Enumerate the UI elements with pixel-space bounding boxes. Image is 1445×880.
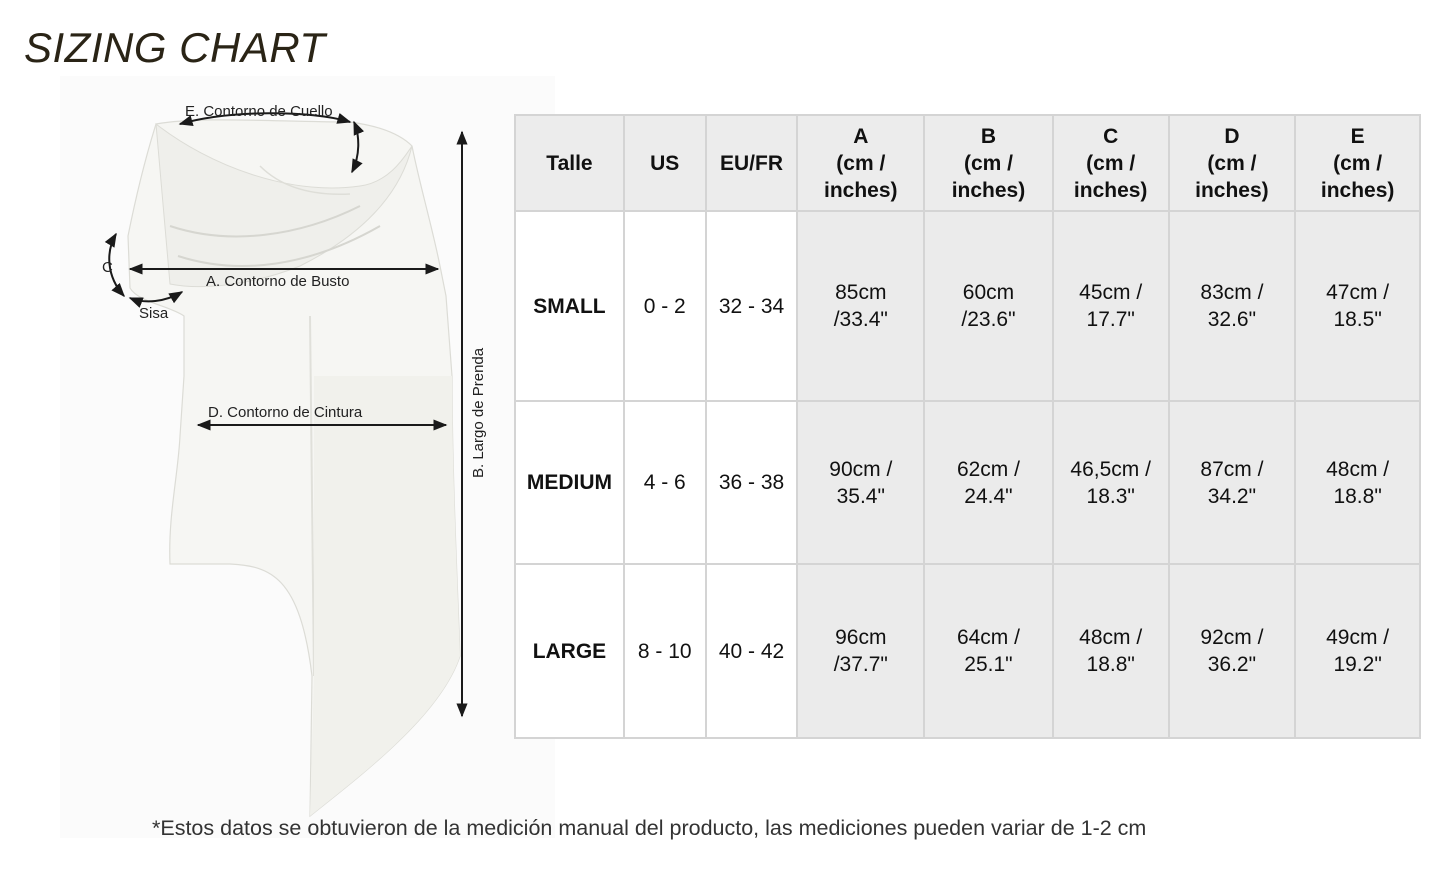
size-name: MEDIUM — [515, 401, 624, 564]
page-title: SIZING CHART — [24, 24, 326, 71]
size-name: SMALL — [515, 211, 624, 401]
armhole-label: Sisa — [139, 305, 169, 322]
measure-d: 92cm / 36.2" — [1169, 564, 1296, 738]
c-label: C — [102, 259, 113, 276]
size-us: 8 - 10 — [624, 564, 706, 738]
measure-a: 96cm /37.7" — [797, 564, 924, 738]
size-table — [514, 114, 1421, 739]
waist-label: D. Contorno de Cintura — [208, 404, 363, 421]
measure-a: 85cm /33.4" — [797, 211, 924, 401]
measure-b: 60cm /23.6" — [924, 211, 1053, 401]
measure-b: 62cm / 24.4" — [924, 401, 1053, 564]
table-row — [515, 401, 1420, 564]
header-a: A (cm / inches) — [797, 115, 924, 211]
size-name: LARGE — [515, 564, 624, 738]
measure-c: 48cm / 18.8" — [1053, 564, 1169, 738]
garment-diagram — [60, 76, 555, 838]
measure-c: 45cm / 17.7" — [1053, 211, 1169, 401]
measure-b: 64cm / 25.1" — [924, 564, 1053, 738]
size-us: 0 - 2 — [624, 211, 706, 401]
neck-label: E. Contorno de Cuello — [185, 103, 333, 120]
header-d: D (cm / inches) — [1169, 115, 1296, 211]
bust-label: A. Contorno de Busto — [206, 273, 350, 290]
length-label: B. Largo de Prenda — [470, 347, 487, 478]
size-eu-fr: 40 - 42 — [706, 564, 798, 738]
measure-d: 83cm / 32.6" — [1169, 211, 1296, 401]
table-row — [515, 211, 1420, 401]
size-eu-fr: 36 - 38 — [706, 401, 798, 564]
size-eu-fr: 32 - 34 — [706, 211, 798, 401]
header-b: B (cm / inches) — [924, 115, 1053, 211]
measure-e: 48cm / 18.8" — [1295, 401, 1420, 564]
header-c: C (cm / inches) — [1053, 115, 1169, 211]
measure-c: 46,5cm / 18.3" — [1053, 401, 1169, 564]
footnote: *Estos datos se obtuvieron de la medición manual del producto, las mediciones pueden variar de 1-2 cm — [152, 816, 1147, 840]
measure-e: 49cm / 19.2" — [1295, 564, 1420, 738]
table-header-row — [515, 115, 1420, 211]
table-row — [515, 564, 1420, 738]
measure-a: 90cm / 35.4" — [797, 401, 924, 564]
header-eu-fr: EU/FR — [706, 115, 798, 211]
header-e: E (cm / inches) — [1295, 115, 1420, 211]
measure-e: 47cm / 18.5" — [1295, 211, 1420, 401]
measure-d: 87cm / 34.2" — [1169, 401, 1296, 564]
size-us: 4 - 6 — [624, 401, 706, 564]
header-us: US — [624, 115, 706, 211]
header-talle: Talle — [515, 115, 624, 211]
